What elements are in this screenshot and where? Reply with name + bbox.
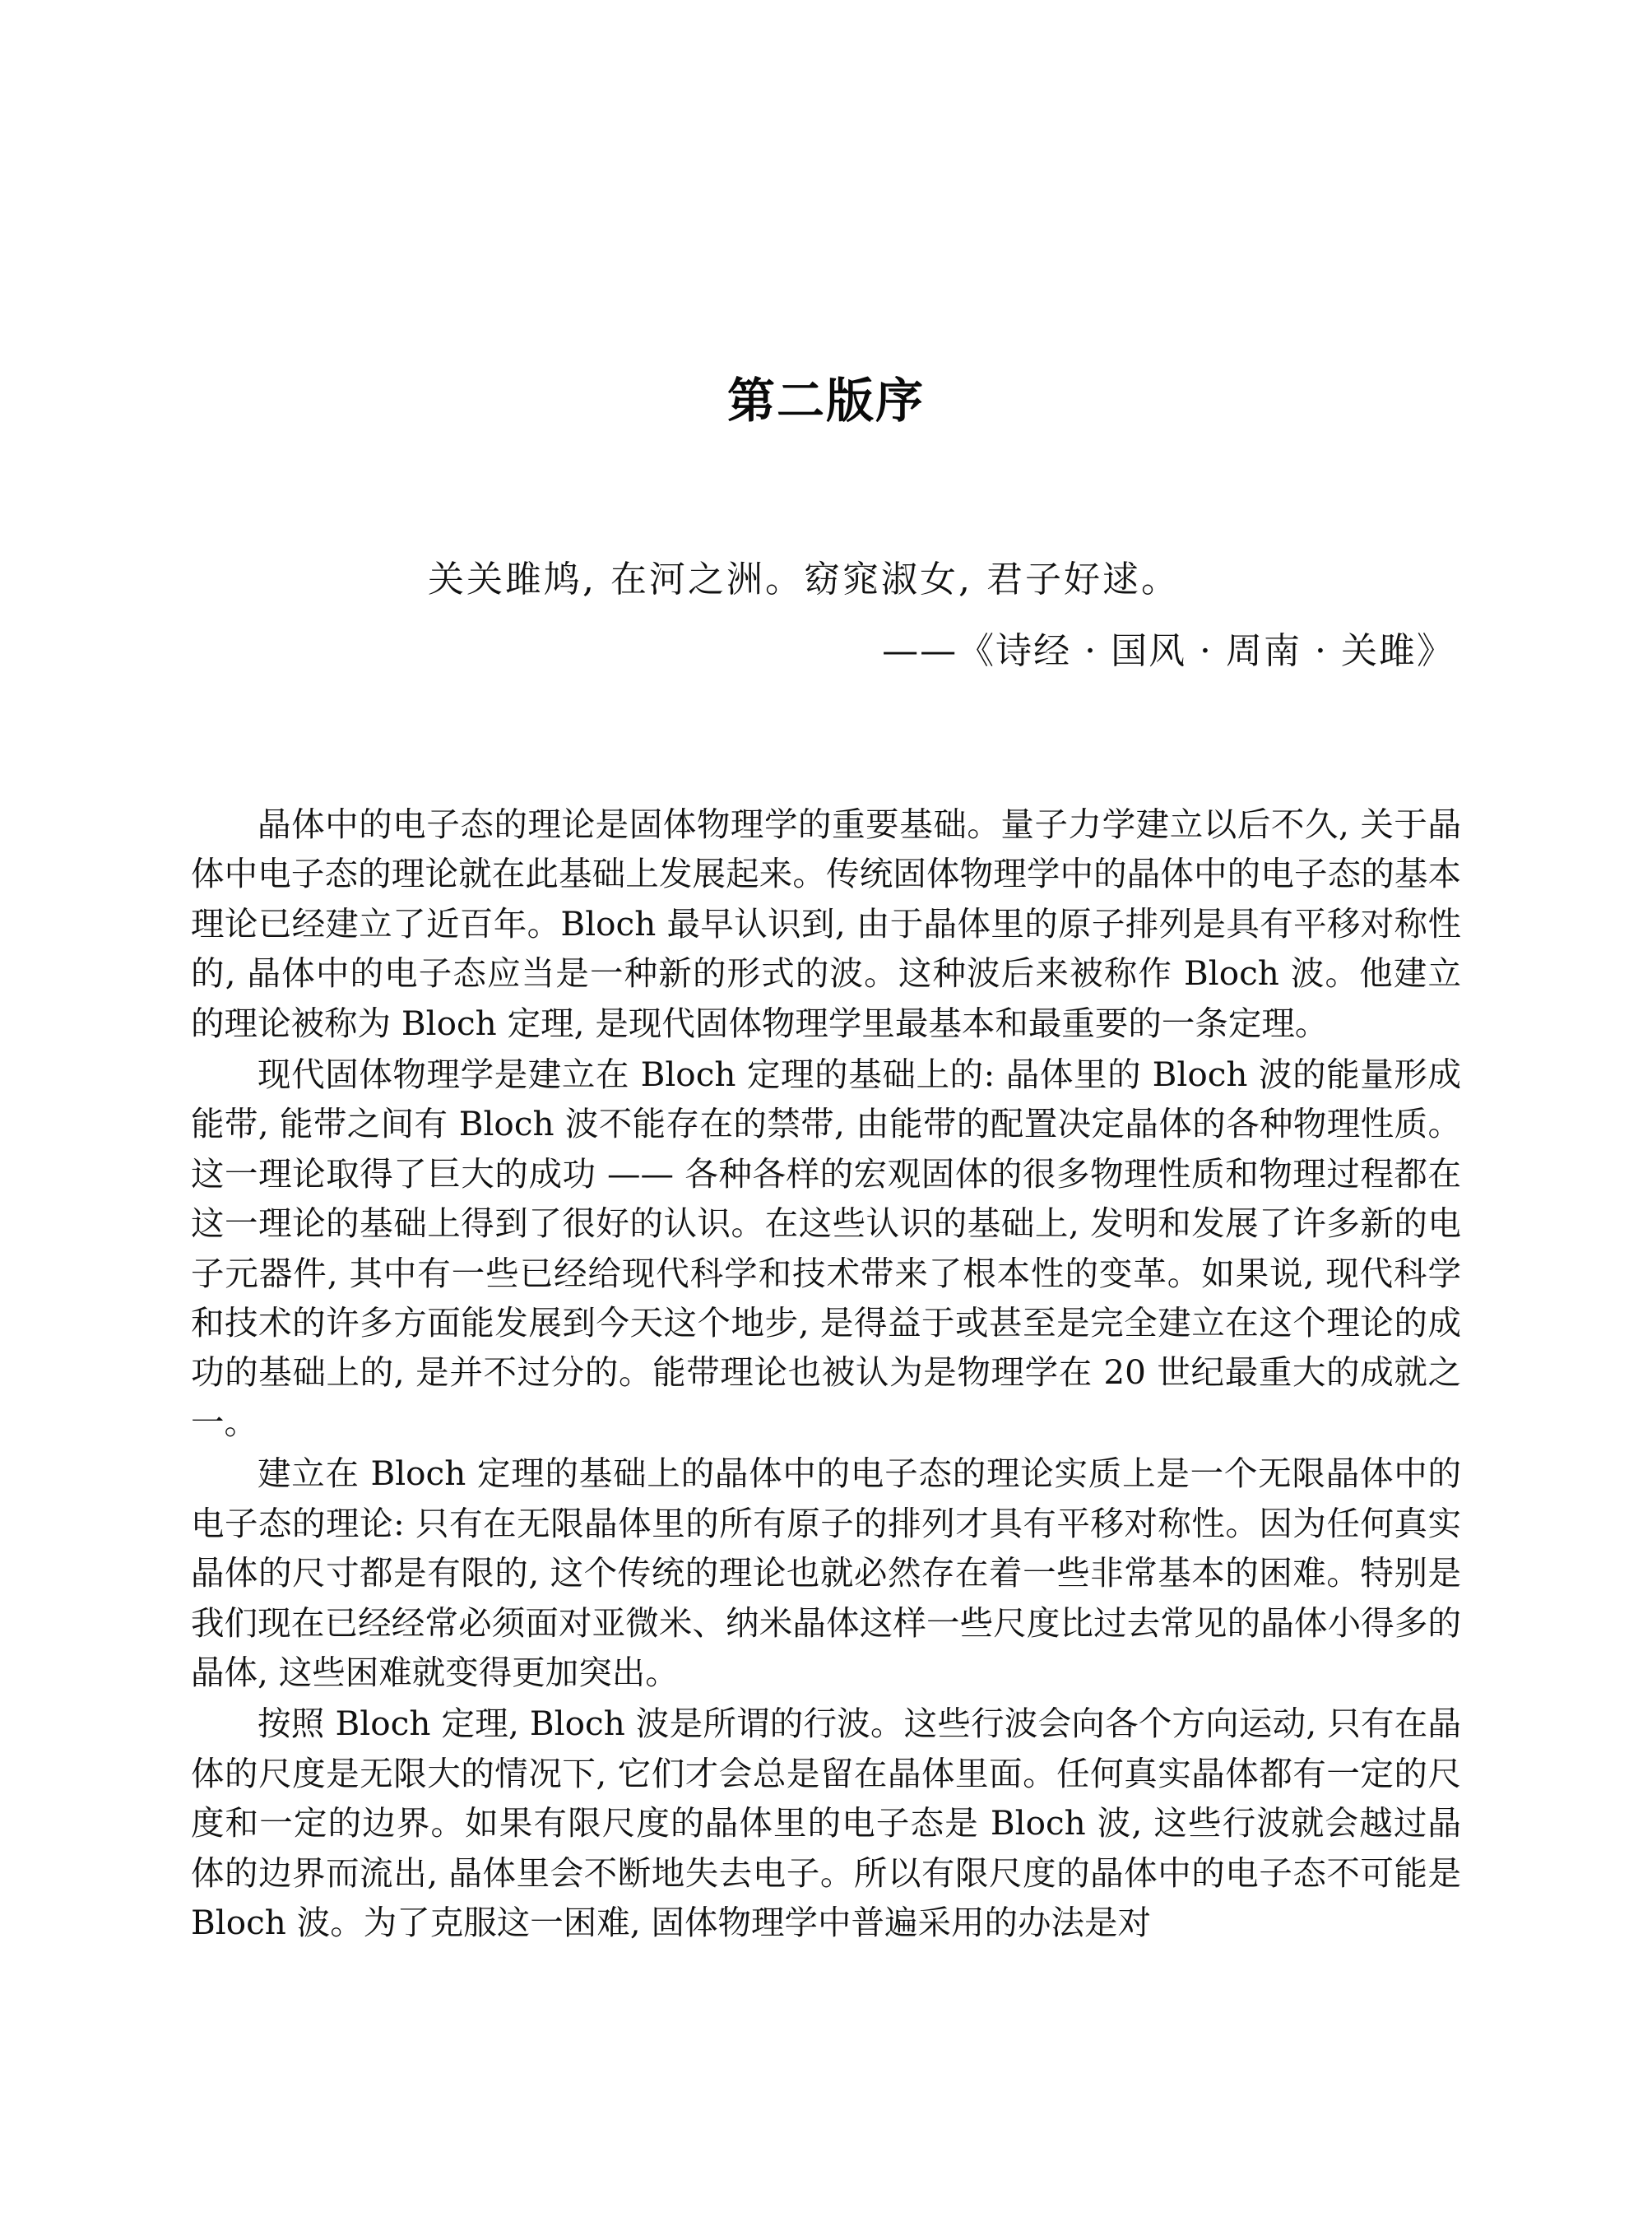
epigraph-quote: 关关雎鸠, 在河之洲。窈窕淑女, 君子好逑。: [428, 559, 1180, 600]
preface-body: [191, 800, 1461, 1949]
epigraph-source: ——《诗经 · 国风 · 周南 · 关雎》: [882, 630, 1455, 672]
paragraph: 建立在 Bloch 定理的基础上的晶体中的电子态的理论实质上是一个无限晶体中的电子态的理论: 只有在无限晶体里的所有原子的排列才具有平移对称性。因为任何真实晶体的尺寸都是有限的, 这个传统的理论也就必然存在着一些非常基本的困难。特别是我们现在已经经常必须面对亚微米、纳米晶体这样一些尺度比过去常见的晶体小得多的晶体, 这些困难就变得更加突出。: [191, 1454, 1461, 1692]
paragraph: 现代固体物理学是建立在 Bloch 定理的基础上的: 晶体里的 Bloch 波的能量形成能带, 能带之间有 Bloch 波不能存在的禁带, 由能带的配置决定晶体的各种物理性质。这一理论取得了巨大的成功 —— 各种各样的宏观固体的很多物理性质和物理过程都在这一理论的基础上得到了很好的认识。在这些认识的基础上, 发明和发展了许多新的电子元器件, 其中有一些已经给现代科学和技术带来了根本性的变革。如果说, 现代科学和技术的许多方面能发展到今天这个地步, 是得益于或甚至是完全建立在这个理论的成功的基础上的, 是并不过分的。能带理论也被认为是物理学在 20 世纪最重大的成就之一。: [191, 1055, 1461, 1442]
paragraph: 晶体中的电子态的理论是固体物理学的重要基础。量子力学建立以后不久, 关于晶体中电子态的理论就在此基础上发展起来。传统固体物理学中的晶体中的电子态的基本理论已经建立了近百年。Bloch 最早认识到, 由于晶体里的原子排列是具有平移对称性的, 晶体中的电子态应当是一种新的形式的波。这种波后来被称作 Bloch 波。他建立的理论被称为 Bloch 定理, 是现代固体物理学里最基本和最重要的一条定理。: [191, 805, 1461, 1043]
page-title: 第二版序: [726, 373, 925, 429]
paragraph: 按照 Bloch 定理, Bloch 波是所谓的行波。这些行波会向各个方向运动, 只有在晶体的尺度是无限大的情况下, 它们才会总是留在晶体里面。任何真实晶体都有一定的尺度和一定的边界。如果有限尺度的晶体里的电子态是 Bloch 波, 这些行波就会越过晶体的边界而流出, 晶体里会不断地失去电子。所以有限尺度的晶体中的电子态不可能是 Bloch 波。为了克服这一困难, 固体物理学中普遍采用的办法是对: [191, 1704, 1461, 1942]
